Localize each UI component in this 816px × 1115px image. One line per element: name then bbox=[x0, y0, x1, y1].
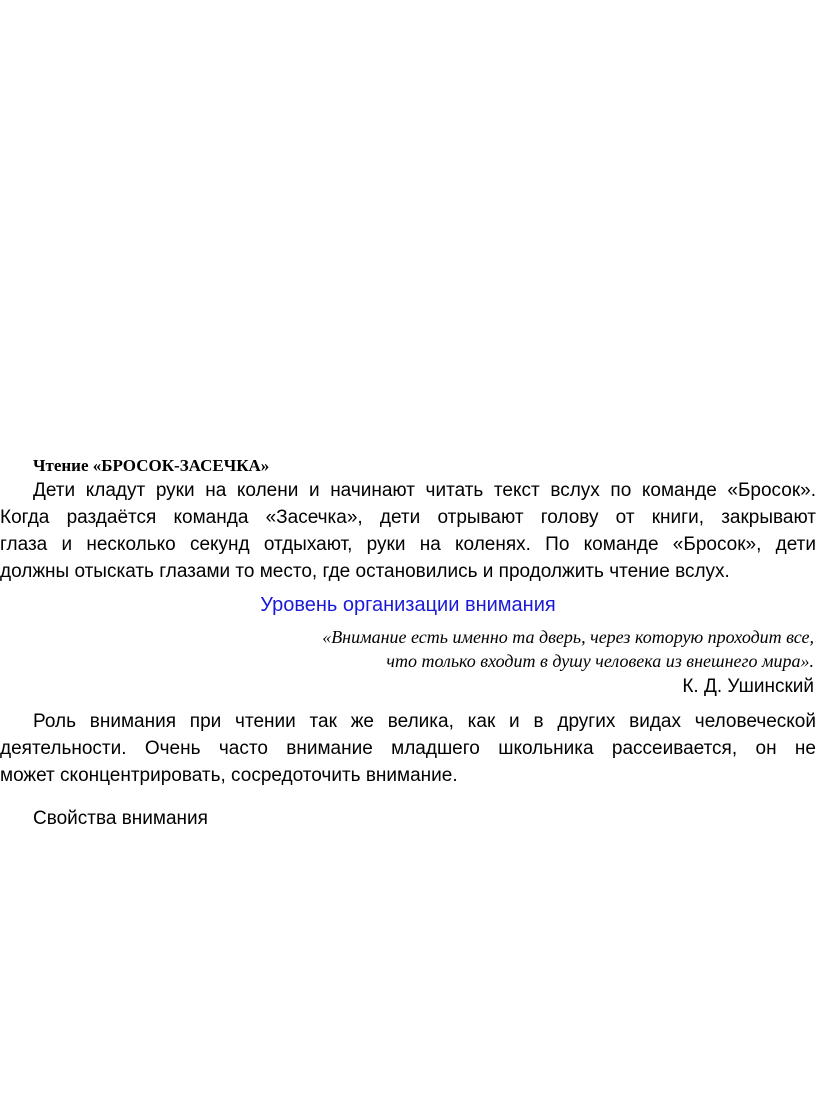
paragraph-line: Роль внимания при чтении так же велика, как и в других видах человеческой bbox=[33, 711, 816, 732]
attention-section-title: Уровень организации внимания bbox=[260, 594, 556, 616]
reading-exercise-heading: Чтение «БРОСОК-ЗАСЕЧКА» bbox=[33, 456, 270, 475]
quote-line: что только входит в душу человека из внешнего мира». bbox=[386, 651, 814, 671]
attention-paragraph bbox=[0, 708, 816, 789]
epigraph-quote bbox=[0, 625, 816, 673]
paragraph-line: глаза и несколько секунд отдыхают, руки на коленях. По команде «Бросок», дети bbox=[0, 534, 816, 555]
reading-exercise-paragraph bbox=[0, 477, 816, 585]
spacer bbox=[0, 700, 816, 708]
document-page bbox=[0, 455, 816, 832]
paragraph-line: Дети кладут руки на колени и начинают читать текст вслух по команде «Бросок». bbox=[33, 480, 816, 501]
attention-properties-label: Свойства внимания bbox=[33, 808, 208, 829]
paragraph-line: деятельности. Очень часто внимание младшего школьника рассеивается, он не bbox=[0, 738, 816, 759]
paragraph-line: Когда раздаётся команда «Засечка», дети отрывают голову от книги, закрывают bbox=[0, 507, 816, 528]
paragraph-line: может сконцентрировать, сосредоточить внимание. bbox=[0, 765, 458, 786]
paragraph-line: должны отыскать глазами то место, где остановились и продолжить чтение вслух. bbox=[0, 561, 730, 582]
quote-line: «Внимание есть именно та дверь, через которую проходит все, bbox=[322, 627, 814, 647]
quote-author: К. Д. Ушинский bbox=[682, 676, 814, 697]
